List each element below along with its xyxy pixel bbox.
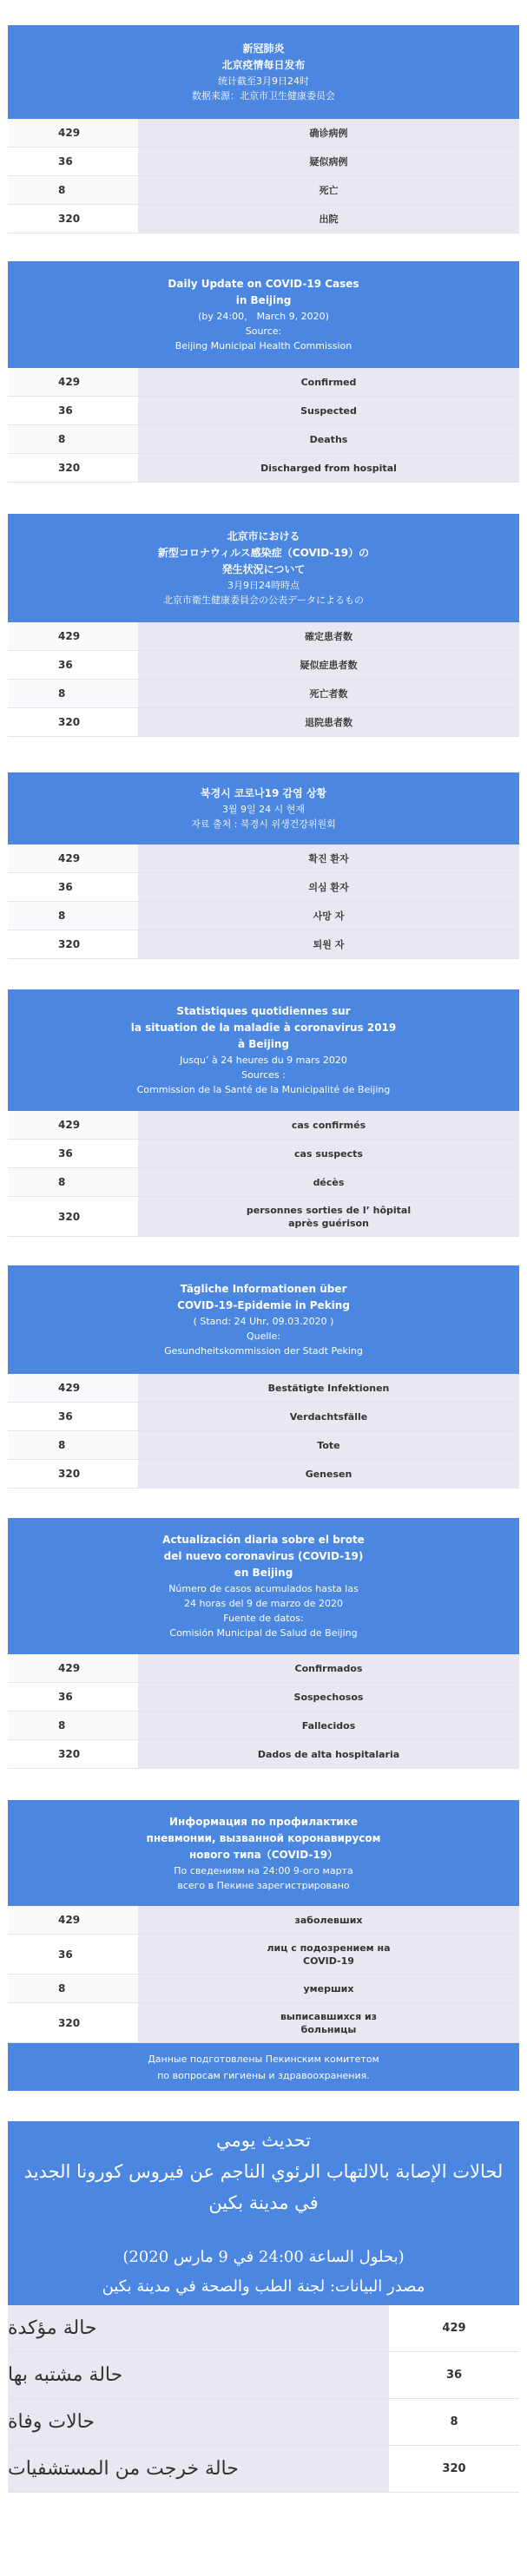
- card-english: [8, 261, 519, 483]
- card-spanish: [8, 1518, 519, 1769]
- header-title: 北京市における: [227, 530, 300, 542]
- table-row: [8, 1168, 519, 1197]
- stat-label: Confirmed: [138, 368, 519, 396]
- stat-label: Genesen: [138, 1460, 519, 1488]
- stat-label: 퇴원 자: [138, 930, 519, 958]
- stat-label: выписавшихся из больницы: [138, 2003, 519, 2042]
- table-row: [8, 1654, 519, 1683]
- stat-value: 36: [58, 1410, 73, 1423]
- stats-table: [8, 1906, 519, 2043]
- stat-value: 320: [58, 1748, 81, 1760]
- table-row: [8, 930, 519, 959]
- stat-value: 320: [58, 716, 81, 728]
- stat-label: Sospechosos: [138, 1683, 519, 1711]
- header-source: Comisión Municipal de Salud de Beijing: [169, 1627, 358, 1639]
- table-row: [8, 622, 519, 651]
- stat-value: 429: [58, 1662, 81, 1674]
- table-row: [8, 368, 519, 397]
- table-row: [8, 1431, 519, 1460]
- table-row: [8, 1140, 519, 1168]
- table-row: [8, 1712, 519, 1740]
- stat-label: حالات وفاة: [8, 2399, 389, 2445]
- table-row: [8, 680, 519, 708]
- stat-label: 疑似病例: [138, 148, 519, 175]
- stat-value: 36: [58, 1691, 73, 1703]
- footer-line: по вопросам гигиены и здравоохранения.: [157, 2069, 370, 2081]
- stat-label: Verdachtsfälle: [138, 1403, 519, 1430]
- header-line: Fuente de datos:: [223, 1613, 304, 1624]
- stat-label: cas confirmés: [138, 1111, 519, 1139]
- footer-line: Данные подготовлены Пекинским комитетом: [148, 2053, 379, 2065]
- stat-label: décès: [138, 1168, 519, 1196]
- stat-value: 429: [58, 127, 81, 139]
- stat-value: 36: [58, 1948, 73, 1961]
- card-header: [8, 25, 519, 119]
- card-french: [8, 989, 519, 1237]
- stat-value: 429: [58, 852, 81, 864]
- header-source: مصدر البيانات: لجنة الطب والصحة في مدينة بكين: [102, 2277, 425, 2296]
- stat-label: 退院患者数: [138, 708, 519, 736]
- stat-label: Fallecidos: [138, 1712, 519, 1739]
- stat-label: Dados de alta hospitalaria: [138, 1740, 519, 1768]
- table-row: [8, 1460, 519, 1488]
- stat-value: 429: [389, 2305, 519, 2351]
- table-row: [8, 1683, 519, 1712]
- header-title: Daily Update on COVID-19 Cases: [168, 278, 359, 290]
- table-row: [8, 708, 519, 737]
- stats-table: [8, 1654, 519, 1769]
- header-title: 発生状況について: [221, 563, 306, 575]
- stat-label: 사망 자: [138, 902, 519, 930]
- stat-value: 36: [58, 404, 73, 417]
- stat-value: 429: [58, 1382, 81, 1394]
- header-title: la situation de la maladie à coronavirus 2019: [130, 1022, 397, 1034]
- stat-label: 疑似症患者数: [138, 651, 519, 679]
- table-row: [8, 176, 519, 205]
- stat-label: Tote: [138, 1431, 519, 1459]
- table-row: [8, 1935, 519, 1975]
- stat-value: 8: [58, 910, 66, 922]
- table-row: [8, 1906, 519, 1935]
- stat-value: 8: [58, 433, 66, 445]
- stat-value: 320: [58, 938, 81, 950]
- header-source: 数据来源：北京市卫生健康委员会: [192, 90, 335, 102]
- table-row: [8, 902, 519, 930]
- stat-value: 8: [389, 2399, 519, 2445]
- stat-value: 8: [58, 1439, 66, 1451]
- stats-table: [8, 844, 519, 959]
- card-chinese: [8, 25, 519, 233]
- stat-value: 8: [58, 184, 66, 196]
- header-title: нового типа（COVID-19）: [188, 1848, 339, 1861]
- table-row: [8, 1740, 519, 1769]
- stat-label: Confirmados: [138, 1654, 519, 1682]
- card-header: [8, 261, 519, 368]
- stat-value: 429: [58, 1914, 81, 1926]
- stat-label: حالة مؤكدة: [8, 2305, 389, 2351]
- header-line: 3月9日24時時点: [227, 580, 300, 591]
- table-row: [8, 873, 519, 902]
- header-title: Actualización diaria sobre el brote: [162, 1534, 365, 1546]
- table-row: [8, 2003, 519, 2043]
- table-row: [8, 2352, 519, 2399]
- card-russian: [8, 1800, 519, 2091]
- stat-value: 36: [58, 1147, 73, 1160]
- header-title: 북경시 코로나19 감염 상황: [200, 787, 327, 799]
- stat-value: 8: [58, 687, 66, 700]
- stat-value: 429: [58, 376, 81, 388]
- stat-label: حالة خرجت من المستشفيات: [8, 2446, 389, 2492]
- stat-label: 确诊病例: [138, 119, 519, 147]
- stat-value: 429: [58, 1119, 81, 1131]
- stat-value: 320: [389, 2446, 519, 2492]
- header-line: (by 24:00， March 9, 2020): [198, 311, 329, 322]
- stat-value: 8: [58, 1982, 66, 1994]
- stat-value: 320: [58, 213, 81, 225]
- header-source: 北京市衛生健康委員会の公表データによるもの: [163, 595, 364, 606]
- table-row: [8, 205, 519, 233]
- stat-label: 確定患者数: [138, 622, 519, 650]
- stat-label: 出院: [138, 205, 519, 233]
- header-title: à Beijing: [237, 1038, 290, 1050]
- header-line: 3월 9일 24 시 현재: [221, 804, 306, 815]
- card-header: [8, 2121, 519, 2305]
- header-source: Commission de la Santé de la Municipalité de Beijing: [136, 1084, 391, 1095]
- table-row: [8, 1197, 519, 1237]
- stat-value: 320: [58, 462, 81, 474]
- table-row: [8, 148, 519, 176]
- stat-label: حالة مشتبه بها: [8, 2352, 389, 2398]
- card-header: [8, 1800, 519, 1906]
- card-german: [8, 1265, 519, 1488]
- stat-label: Bestätigte Infektionen: [138, 1374, 519, 1402]
- stat-label: умерших: [138, 1975, 519, 2002]
- header-line: ( Stand: 24 Uhr, 09.03.2020 ): [193, 1316, 334, 1327]
- stat-value: 36: [58, 659, 73, 671]
- header-title: пневмонии, вызванной коронавирусом: [146, 1831, 381, 1844]
- stat-value: 36: [389, 2352, 519, 2398]
- header-line: Jusqu’ à 24 heures du 9 mars 2020: [180, 1055, 347, 1066]
- header-line: Source:: [245, 325, 282, 337]
- stats-table: [8, 1111, 519, 1237]
- stats-table: [8, 368, 519, 483]
- header-title: in Beijing: [235, 294, 292, 306]
- stat-label: 확진 환자: [138, 844, 519, 872]
- header-line: 新冠肺炎: [242, 43, 285, 55]
- header-title: 北京疫情每日发布: [221, 59, 306, 71]
- card-header: [8, 1518, 519, 1654]
- stat-label: personnes sorties de l’ hôpital après guérison: [138, 1197, 519, 1236]
- header-line: (بحلول الساعة 24:00 في 9 مارس 2020): [122, 2248, 405, 2266]
- table-row: [8, 2446, 519, 2493]
- header-title: del nuevo coronavirus (COVID-19): [163, 1550, 364, 1562]
- stat-label: заболевших: [138, 1906, 519, 1934]
- stat-value: 8: [58, 1176, 66, 1188]
- table-row: [8, 1374, 519, 1403]
- stat-label: Discharged from hospital: [138, 454, 519, 482]
- header-source: Beijing Municipal Health Commission: [175, 340, 352, 352]
- header-line: всего в Пекине зарегистрировано: [177, 1879, 350, 1891]
- table-row: [8, 844, 519, 873]
- card-korean: [8, 772, 519, 959]
- stats-table: [8, 2305, 519, 2493]
- stats-table: [8, 1374, 519, 1488]
- card-header: [8, 989, 519, 1111]
- header-line: По сведениям на 24:00 9-ого марта: [174, 1864, 353, 1876]
- table-row: [8, 454, 519, 483]
- table-row: [8, 651, 519, 680]
- table-row: [8, 2305, 519, 2352]
- stat-label: 의심 환자: [138, 873, 519, 901]
- header-source: Gesundheitskommission der Stadt Peking: [164, 1345, 363, 1357]
- stats-table: [8, 119, 519, 233]
- header-line: 24 horas del 9 de marzo de 2020: [184, 1598, 343, 1609]
- table-row: [8, 425, 519, 454]
- card-header: [8, 772, 519, 844]
- header-line: Quelle:: [247, 1331, 280, 1342]
- header-title: 新型コロナウィルス感染症（COVID-19）の: [157, 547, 370, 559]
- stat-value: 320: [58, 1210, 81, 1223]
- card-japanese: [8, 514, 519, 737]
- stat-value: 36: [58, 155, 73, 168]
- header-line: 统计截至3月9日24时: [218, 76, 309, 87]
- header-title: en Beijing: [234, 1567, 293, 1579]
- card-header: [8, 1265, 519, 1374]
- table-row: [8, 1975, 519, 2003]
- table-row: [8, 2399, 519, 2446]
- header-title: Statistiques quotidiennes sur: [176, 1005, 351, 1017]
- card-footer-note: [8, 2043, 519, 2091]
- header-title: Tägliche Informationen über: [180, 1283, 347, 1295]
- stat-value: 36: [58, 881, 73, 893]
- stats-table: [8, 622, 519, 737]
- header-title: تحديث يومي: [215, 2130, 311, 2151]
- stat-label: 死亡者数: [138, 680, 519, 707]
- table-row: [8, 397, 519, 425]
- stat-label: Suspected: [138, 397, 519, 424]
- stat-label: Deaths: [138, 425, 519, 453]
- stat-value: 320: [58, 1468, 81, 1480]
- stat-label: cas suspects: [138, 1140, 519, 1167]
- header-line: Sources :: [241, 1069, 286, 1081]
- card-header: [8, 514, 519, 622]
- table-row: [8, 1403, 519, 1431]
- card-arabic: [8, 2121, 519, 2493]
- stat-value: 429: [58, 630, 81, 642]
- stat-label: 死亡: [138, 176, 519, 204]
- header-title: في مدينة بكين: [208, 2192, 319, 2213]
- header-source: 자료 출처 : 북경시 위생건강위원회: [191, 818, 336, 830]
- table-row: [8, 1111, 519, 1140]
- stat-value: 320: [58, 2016, 81, 2029]
- table-row: [8, 119, 519, 148]
- header-title: لحالات الإصابة بالالتهاب الرئوي الناجم عن فيروس كورونا الجديد: [23, 2161, 504, 2182]
- header-line: Número de casos acumulados hasta las: [168, 1583, 359, 1594]
- header-title: COVID-19-Epidemie in Peking: [177, 1299, 350, 1311]
- stat-value: 8: [58, 1719, 66, 1732]
- stat-label: лиц с подозрением на COVID-19: [138, 1935, 519, 1974]
- header-title: Информация по профилактике: [169, 1815, 358, 1828]
